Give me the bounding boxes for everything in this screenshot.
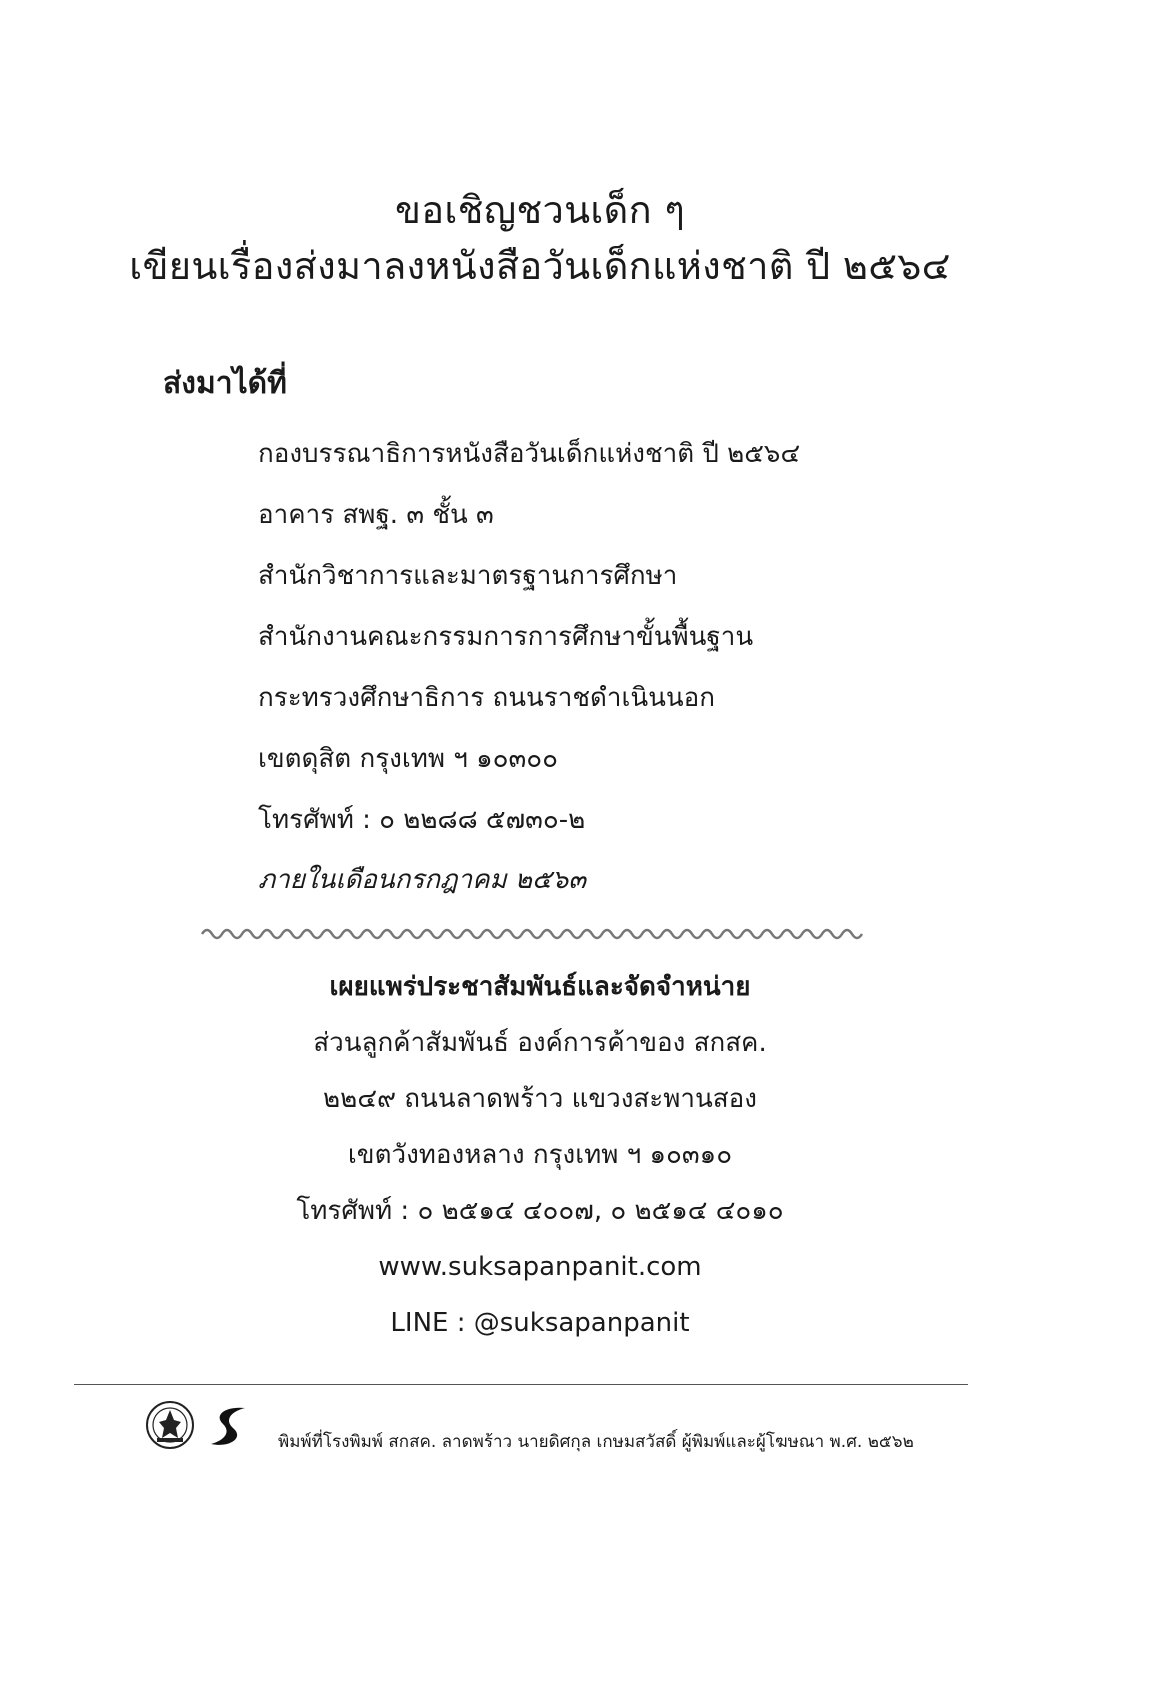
swoosh-logo-icon [205,1402,253,1450]
address-phone: โทรศัพท์ : ๐ ๒๒๘๘ ๕๗๓๐-๒ [258,805,586,835]
deadline-text: ภายในเดือนกรกฎาคม ๒๕๖๓ [258,865,586,895]
line-id: LINE : @suksapanpanit [390,1308,690,1338]
title-line-1: ขอเชิญชวนเด็ก ๆ [394,188,686,232]
distribution-heading: เผยแพร่ประชาสัมพันธ์และจัดจำหน่าย [329,972,751,1002]
title-line-2: เขียนเรื่องส่งมาลงหนังสือวันเด็กแห่งชาติ ปี ๒๕๖๔ [129,244,951,288]
distribution-phone: โทรศัพท์ : ๐ ๒๕๑๔ ๔๐๐๗, ๐ ๒๕๑๔ ๔๐๑๐ [296,1196,784,1226]
website-link[interactable]: www.suksapanpanit.com [378,1252,702,1282]
address-line: กระทรวงศึกษาธิการ ถนนราชดำเนินนอก [258,683,716,713]
distribution-line: ส่วนลูกค้าสัมพันธ์ องค์การค้าของ สกสค. [313,1028,767,1058]
address-line: อาคาร สพฐ. ๓ ชั้น ๓ [258,500,494,530]
distribution-line: เขตวังทองหลาง กรุงเทพ ฯ ๑๐๓๑๐ [347,1140,733,1170]
footer-rule [74,1384,968,1385]
wavy-divider [200,922,880,946]
distribution-line: ๒๒๔๙ ถนนลาดพร้าว แขวงสะพานสอง [323,1084,757,1114]
address-line: สำนักวิชาการและมาตรฐานการศึกษา [258,561,678,591]
seal-logo-icon [145,1400,195,1450]
printer-credit: พิมพ์ที่โรงพิมพ์ สกสค. ลาดพร้าว นายดิศกุล เกษมสวัสดิ์ ผู้พิมพ์และผู้โฆษณา พ.ศ. ๒๕๖๒ [278,1432,914,1452]
address-line: กองบรรณาธิการหนังสือวันเด็กแห่งชาติ ปี ๒๕๖๔ [258,439,801,469]
send-to-label: ส่งมาได้ที่ [163,366,287,401]
address-line: สำนักงานคณะกรรมการการศึกษาขั้นพื้นฐาน [258,622,754,652]
address-line: เขตดุสิต กรุงเทพ ฯ ๑๐๓๐๐ [258,744,559,774]
